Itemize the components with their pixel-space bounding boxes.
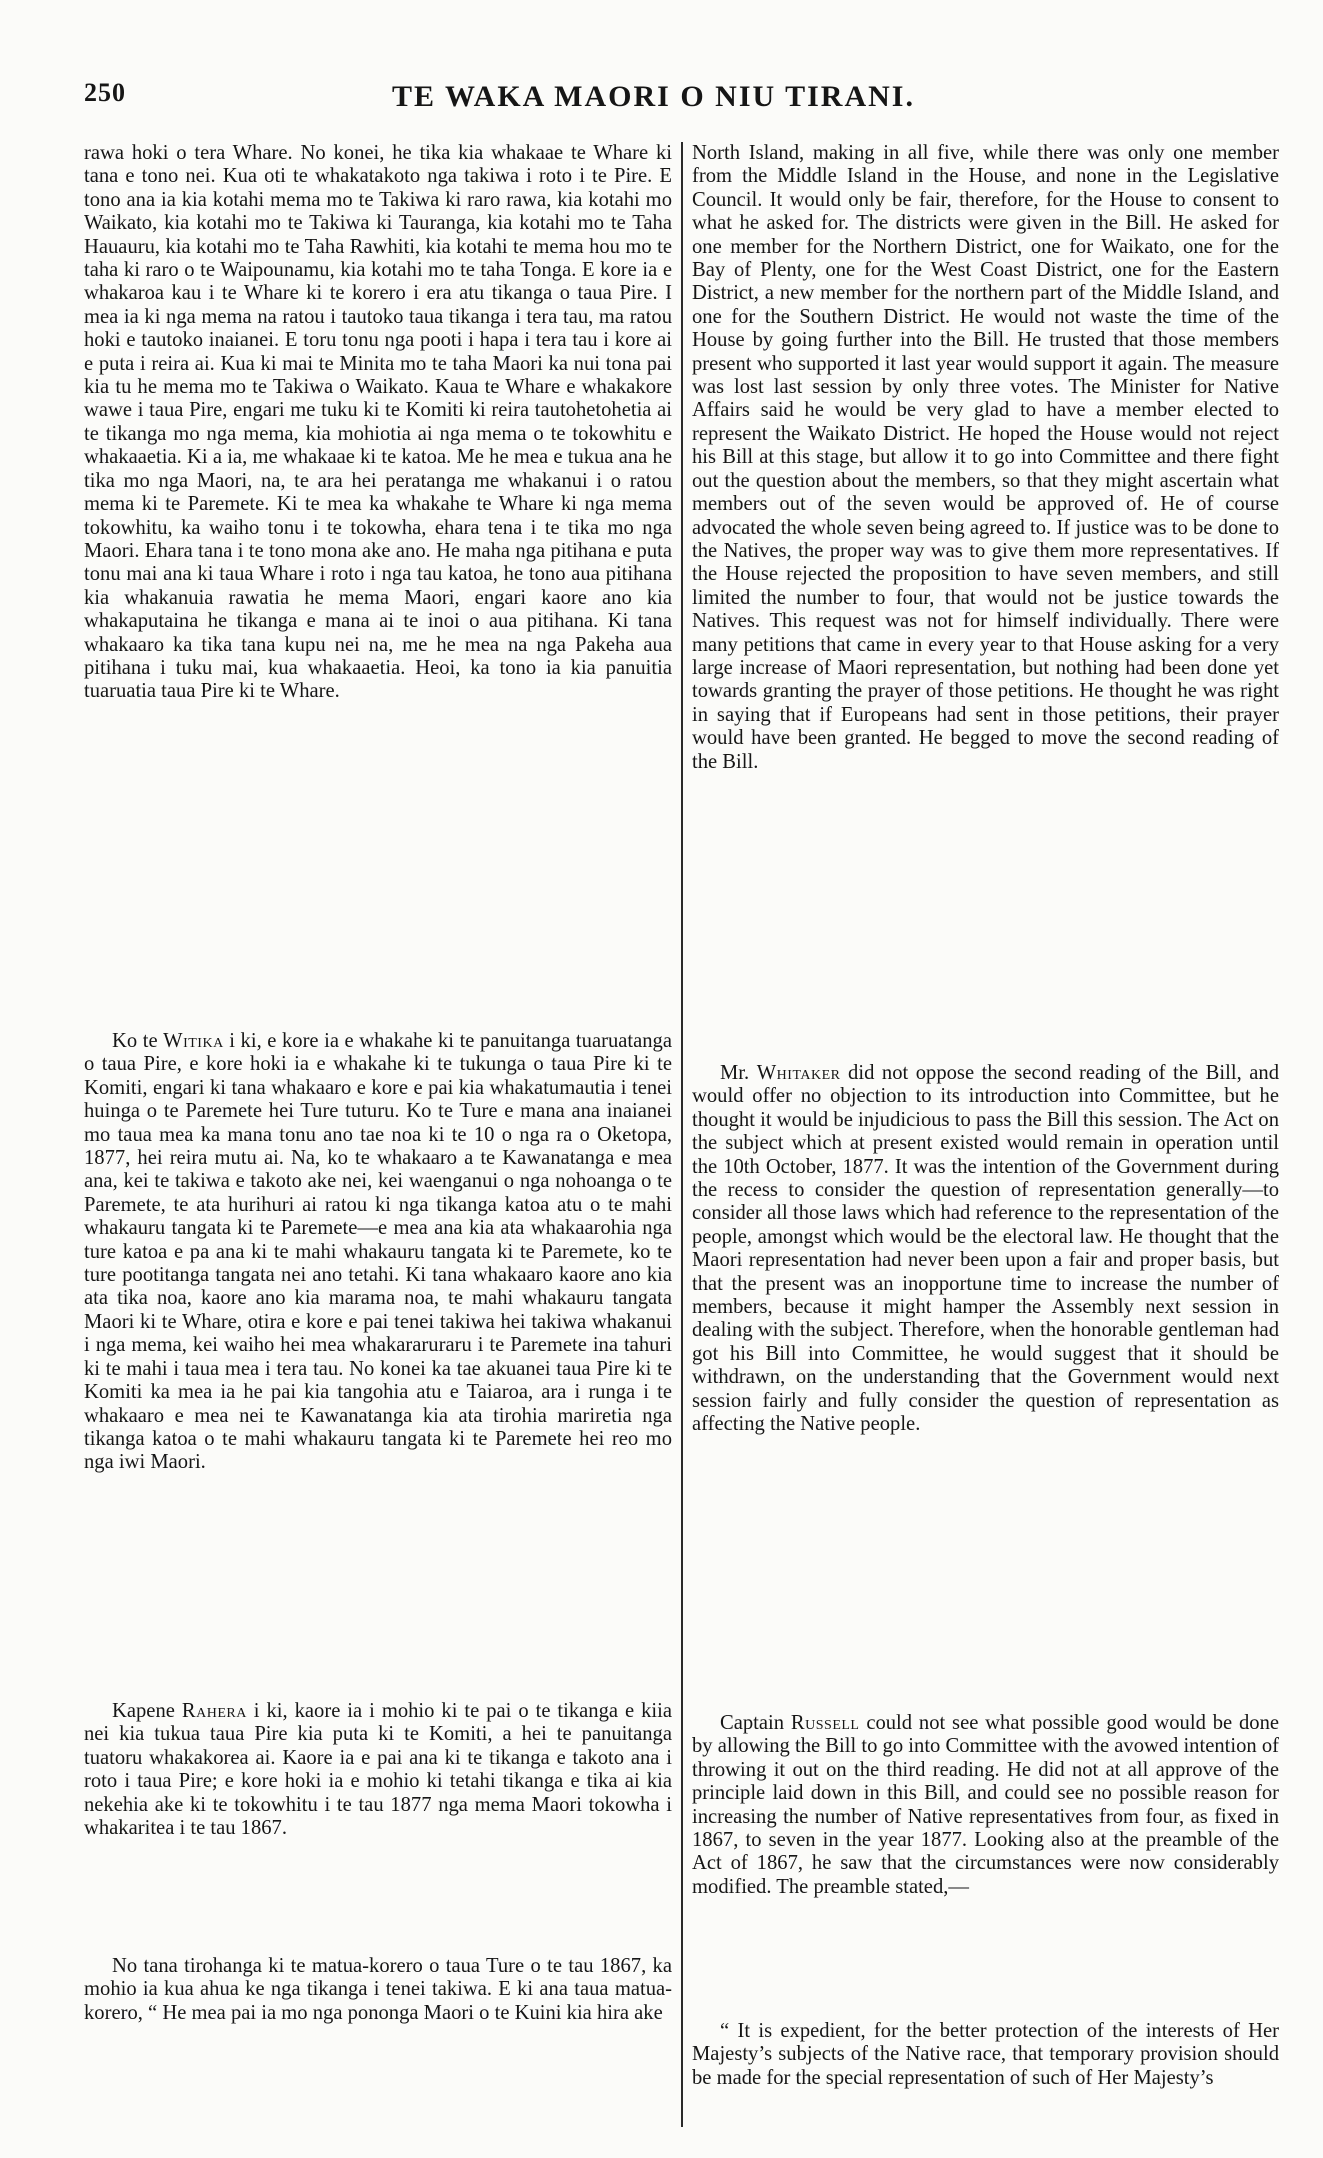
maori-paragraph-2-body: i ki, e kore ia e whakahe ki te panuitanga tuaruatanga o taua Pire, e kore hoki ia e whakahe ki te tukunga o taua Pire ki te Komiti, engari ki tana whakaaro e kore e pai kia whakatumautia i tenei huinga o te Paremete hei Ture tuturu. Ko te Ture e mana ana inaianei mo taua mea ka mana tonu ano tae noa ki te 10 o nga ra o Oketopa, 1877, hei reira mutu ai. Na, ko te whakaaro a te Kawanatanga e mea ana, kei te takiwa e takoto ake nei, kei waenganui o nga nohoanga o te Paremete, te ata hurihuri ai ratou ki nga tikanga katoa atu o te mahi whakauru tangata ki te Paremete—e mea ana kia ata whakaarohia nga ture katoa e pa ana ki te mahi whakauru tangata ki te Paremete, ko te ture pootitanga tangata nei ano tetahi. Ki tana whakaaro kaore ano kia ata tika noa, kaore ano kia marama noa, te mahi whakauru tangata Maori ki te Whare, otira e kore e pai tenei takiwa hei takiwa whakanui i nga mema, kei waiho hei mea whakararuraru i te Paremete ina tahuri ki te mahi i taua mea i tera tau. No konei ka tae akuanei taua Pire ki te Komiti ka mea ia he pai kia tangohia atu e Taiaroa, ara i runga i te whakaaro e mea nei te Kawanatanga kia ata tirohia mariretia nga tikanga katoa o te mahi whakauru tangata ki te Paremete hei reo mo nga iwi Maori. xyxy=(84,1030,672,1474)
speaker-witika: Witika xyxy=(163,1030,224,1052)
english-paragraph-3-lead: Captain xyxy=(720,1712,785,1734)
maori-paragraph-3-body: i ki, kaore ia i mohio ki te pai o te tikanga e kiia nei kia tukua taua Pire kia puta ki te Komiti, a hei te panuitanga tuatoru whakakorea ai. Kaore ia e pai ana ki te tikanga e takoto ana i roto i taua Pire; e kore hoki ia e mohio ki tetahi tikanga e tika ai kia nekehia ake ki te tokowhitu i te tau 1877 nga mema Maori tokowha i whakaritea i te tau 1867. xyxy=(84,1700,672,1840)
maori-paragraph-4: No tana tirohanga ki te matua-korero o taua Ture o te tau 1867, ka mohio ia kua ahua ke nga tikanga i tenei takiwa. E ki ana taua matua-korero, “ He mea pai ia mo nga pononga Maori o te Kuini kia hira ake xyxy=(84,1955,672,2024)
english-paragraph-4: “ It is expedient, for the better protection of the interests of Her Majesty’s subjects of the Native race, that temporary provision should be made for the special representation of such of Her Majesty’s xyxy=(692,2020,1279,2089)
speaker-russell: Russell xyxy=(790,1712,860,1734)
english-paragraph-2 xyxy=(692,1062,1279,1437)
maori-paragraph-2 xyxy=(84,1030,672,1475)
speaker-whitaker: Whitaker xyxy=(756,1062,841,1084)
page-number: 250 xyxy=(84,78,126,107)
maori-paragraph-3 xyxy=(84,1700,672,1840)
english-paragraph-1: North Island, making in all five, while there was only one member from the Middle Island in the House, and none in the Legislative Council. It would only be fair, therefore, for the House to consent to what he asked for. The districts were given in the Bill. He asked for one member for the Northern District, one for Waikato, one for the Bay of Plenty, one for the West Coast District, one for the Eastern District, a new member for the northern part of the Middle Island, and one for the Southern District. He would not waste the time of the House by going further into the Bill. He trusted that those members present who supported it last year would support it again. The measure was lost last session by only three votes. The Minister for Native Affairs said he would be very glad to have a member elected to represent the Waikato District. He hoped the House would not reject his Bill at this stage, but allow it to go into Committee and there fight out the question about the members, so that they might ascertain what members out of the seven would be approved of. He of course advocated the whole seven being agreed to. If justice was to be done to the Natives, the proper way was to give them more representatives. If the House rejected the proposition to have seven members, and still limited the number to four, that would not be justice towards the Natives. This request was not for himself individually. There were many petitions that came in every year to that House asking for a very large increase of Maori representation, but nothing had been done yet towards granting the prayer of those petitions. He thought he was right in saying that if Europeans had sent in those petitions, their prayer would have been granted. He begged to move the second reading of the Bill. xyxy=(692,142,1279,773)
maori-paragraph-1: rawa hoki o tera Whare. No konei, he tika kia whakaae te Whare ki tana e tono nei. Kua oti te whakatakoto nga takiwa i roto i te Pire. E tono ana ia kia kotahi mema mo te Takiwa ki raro rawa, kia kotahi mo Waikato, kia kotahi mo te Takiwa ki Tauranga, kia kotahi mo te Taha Hauauru, kia kotahi mo te Taha Rawhiti, kia kotahi te mema hou mo te taha ki raro o te Waipounamu, kia kotahi mo te taha Tonga. E kore ia e whakaroa kau i te Whare ki te korero i era atu tikanga o taua Pire. I mea ia ki nga mema na ratou i tautoko taua tikanga i tera tau, ma ratou hoki e tautoko inaianei. E toru tonu nga pooti i hapa i tera tau i kore ai e puta i reira ai. Kua ki mai te Minita mo te taha Maori ka nui tona pai kia tu he mema mo te Takiwa o Waikato. Kaua te Whare e whakakore wawe i taua Pire, engari me tuku ki te Komiti ki reira tautohetohetia ai te tikanga mo nga mema, kia mohiotia ai nga mema o te tokowhitu e whakaaetia. Ki a ia, me whakaae ki te katoa. Me he mea e tukua ana he tika mo nga Maori, na, te ara hei peratanga me whakanui i o ratou mema ki te Paremete. Ki te mea ka whakahe te Whare ki nga mema tokowhitu, ka waiho tonu i te tokowha, ehara tena i te tika mo nga Maori. Ehara tana i te tono mona ake ano. He maha nga pitihana e puta tonu mai ana ki taua Whare i roto i nga tau katoa, he tono aua pitihana kia whakanuia rawatia he mema Maori, engari kaore ano kia whakaputaina he tikanga e mana ai te inoi o aua pitihana. Ki tana whakaaro ka tika tana kupu nei na, me he mea na nga Pakeha aua pitihana i tuku mai, kua whakaaetia. Heoi, ka tono ia kia panuitia tuaruatia taua Pire ki te Whare. xyxy=(84,142,672,703)
running-title: TE WAKA MAORI O NIU TIRANI. xyxy=(392,80,915,113)
speaker-rahera: Rahera xyxy=(181,1700,247,1722)
maori-paragraph-3-lead: Kapene xyxy=(112,1700,175,1722)
column-divider xyxy=(681,142,683,2127)
english-paragraph-2-body: did not oppose the second reading of the Bill, and would offer no objection to its introduction into Committee, but he thought it would be injudicious to pass the Bill this session. The Act on the subject which at present existed would remain in operation until the 10th October, 1877. It was the intention of the Government during the recess to consider the question of representation generally—to consider all those laws which had reference to the representation of the people, amongst which would be the electoral law. He thought that the Maori representation had never been upon a fair and proper basis, but that the present was an inopportune time to increase the number of members, because it might hamper the Assembly next session in dealing with the subject. Therefore, when the honorable gentleman had got his Bill into Committee, he would suggest that it should be withdrawn, on the understanding that the Government would next session fairly and fully consider the question of representation as affecting the Native people. xyxy=(692,1062,1280,1436)
english-paragraph-3 xyxy=(692,1712,1279,1899)
maori-paragraph-2-lead: Ko te xyxy=(112,1030,158,1052)
english-paragraph-2-lead: Mr. xyxy=(720,1062,750,1084)
english-paragraph-3-body: could not see what possible good would be done by allowing the Bill to go into Committee with the avowed intention of throwing it out on the third reading. He did not at all approve of the principle laid down in this Bill, and could see no possible reason for increasing the number of Native representatives from four, as fixed in 1867, to seven in the year 1877. Looking also at the preamble of the Act of 1867, he saw that the circumstances were now considerably modified. The preamble stated,— xyxy=(692,1712,1280,1898)
